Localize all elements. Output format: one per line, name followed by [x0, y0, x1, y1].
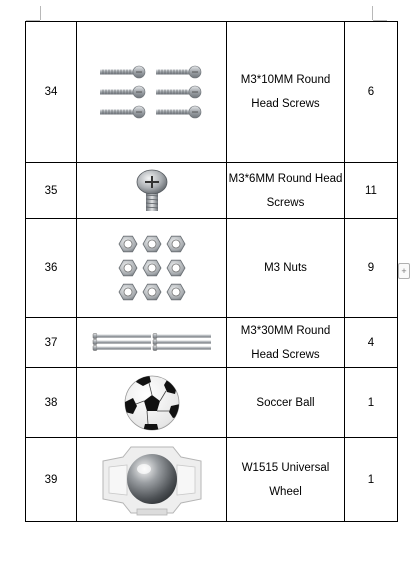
- table-row: [26, 22, 398, 163]
- part-number: 34: [26, 22, 77, 163]
- part-image-cell: [77, 368, 227, 438]
- table-row: [26, 318, 398, 368]
- part-quantity: 9: [345, 219, 398, 318]
- crop-mark-right: [372, 6, 373, 20]
- soccer-ball-image: [123, 374, 181, 432]
- m3-10mm-screws-image: [94, 62, 210, 122]
- part-name: M3 Nuts: [227, 219, 345, 318]
- part-image-cell: [77, 318, 227, 368]
- part-quantity: 4: [345, 318, 398, 368]
- part-number: 36: [26, 219, 77, 318]
- table-row: [26, 219, 398, 318]
- part-quantity: 11: [345, 163, 398, 219]
- part-name: M3*6MM Round Head Screws: [227, 163, 345, 219]
- part-number: 35: [26, 163, 77, 219]
- table-row: [26, 368, 398, 438]
- part-name: M3*30MM Round Head Screws: [227, 318, 345, 368]
- part-number: 37: [26, 318, 77, 368]
- part-image-cell: [77, 22, 227, 163]
- part-image-cell: [77, 163, 227, 219]
- part-image-cell: [77, 219, 227, 318]
- part-quantity: 1: [345, 438, 398, 522]
- universal-wheel-image: [97, 443, 207, 517]
- table-row: [26, 438, 398, 522]
- crop-mark-left: [40, 6, 41, 20]
- part-number: 39: [26, 438, 77, 522]
- table-row: [26, 163, 398, 219]
- part-name: W1515 Universal Wheel: [227, 438, 345, 522]
- part-quantity: 1: [345, 368, 398, 438]
- part-name: Soccer Ball: [227, 368, 345, 438]
- part-name: M3*10MM Round Head Screws: [227, 22, 345, 163]
- part-number: 38: [26, 368, 77, 438]
- expand-handle-button[interactable]: +: [398, 263, 410, 279]
- part-image-cell: [77, 438, 227, 522]
- m3-nuts-image: [112, 232, 192, 304]
- m3-30mm-screws-image: [89, 331, 215, 355]
- m3-6mm-screw-image: [132, 167, 172, 215]
- part-quantity: 6: [345, 22, 398, 163]
- parts-list-table: [25, 21, 398, 522]
